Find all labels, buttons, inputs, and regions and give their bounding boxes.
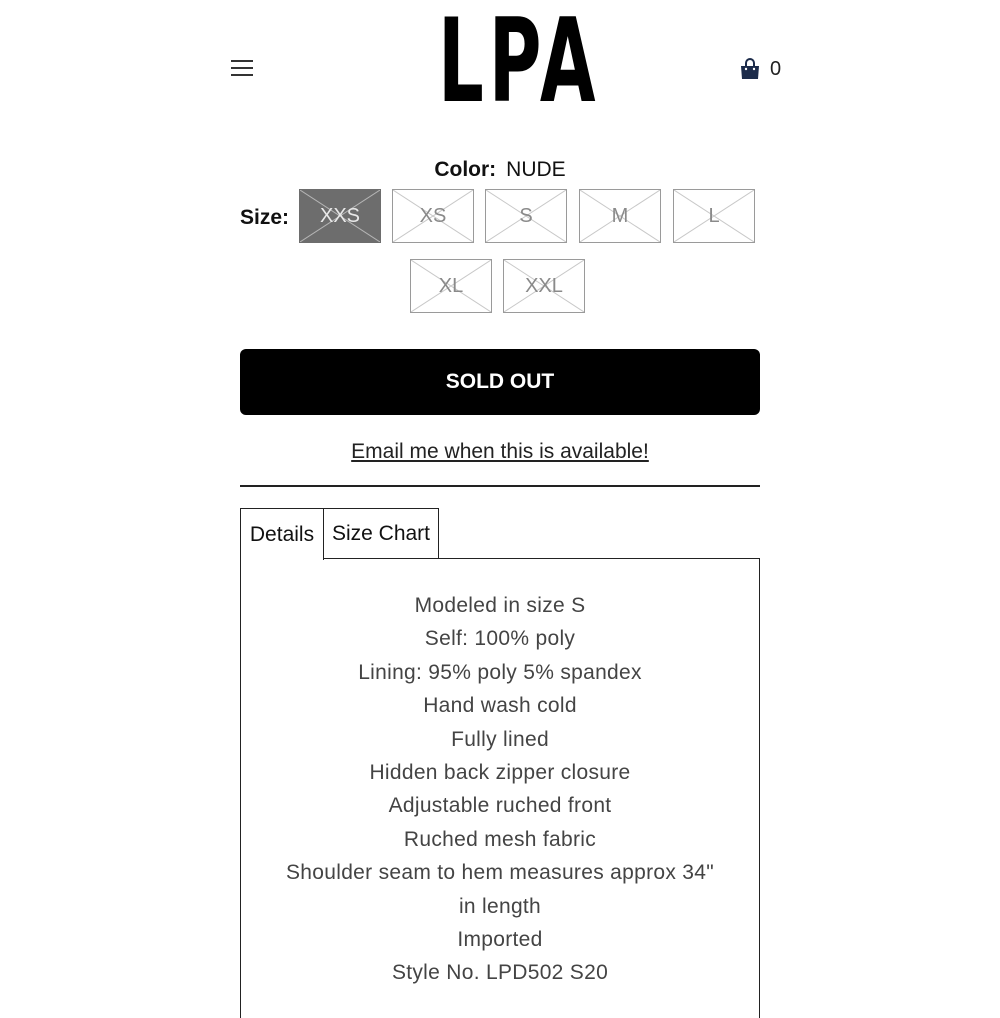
hamburger-menu-icon[interactable] — [231, 60, 253, 78]
shopping-bag-icon — [738, 57, 762, 81]
tab-size-chart[interactable]: Size Chart — [323, 508, 439, 559]
size-swatch-label: XXS — [319, 204, 361, 227]
size-swatch-xxs[interactable] — [299, 189, 381, 243]
details-line: Shoulder seam to hem measures approx 34" — [285, 861, 714, 885]
size-swatch-xs[interactable] — [392, 189, 474, 243]
details-line: Fully lined — [451, 727, 549, 751]
details-line: Self: 100% poly — [424, 627, 576, 651]
brand-logo[interactable]: LPA — [438, 0, 601, 129]
size-label: Size: — [240, 206, 290, 229]
details-line: in length — [458, 894, 542, 918]
size-swatch-label: S — [519, 204, 533, 227]
cart-button[interactable] — [738, 56, 781, 82]
details-line: Ruched mesh fabric — [403, 827, 597, 851]
details-panel — [240, 558, 760, 1018]
size-swatch-s[interactable] — [485, 189, 567, 243]
size-swatch-label: XXL — [525, 274, 563, 297]
section-divider — [240, 485, 760, 487]
color-row — [0, 158, 1000, 182]
email-notify-link[interactable]: Email me when this is available! — [351, 440, 649, 463]
size-swatch-label: XL — [438, 274, 464, 297]
size-swatch-xl[interactable] — [410, 259, 492, 313]
details-line: Lining: 95% poly 5% spandex — [358, 660, 642, 684]
size-swatch-m[interactable] — [579, 189, 661, 243]
size-swatch-l[interactable] — [673, 189, 755, 243]
details-line: Hand wash cold — [423, 694, 577, 718]
size-swatch-label: L — [708, 204, 720, 227]
details-line: Imported — [457, 928, 543, 952]
color-label: Color: — [434, 158, 497, 181]
size-swatch-label: M — [611, 204, 629, 227]
cart-count: 0 — [770, 57, 782, 80]
details-line: Modeled in size S — [414, 594, 586, 617]
details-line: Hidden back zipper closure — [369, 761, 631, 785]
sold-out-button[interactable]: SOLD OUT — [240, 349, 760, 415]
size-swatch-label: XS — [419, 204, 447, 227]
details-list — [241, 559, 759, 990]
site-header — [0, 0, 1000, 130]
color-value: NUDE — [506, 158, 566, 181]
tab-details[interactable]: Details — [240, 508, 324, 560]
size-swatch-xxl[interactable] — [503, 259, 585, 313]
details-line: Style No. LPD502 S20 — [391, 961, 609, 985]
details-line: Adjustable ruched front — [388, 794, 612, 818]
